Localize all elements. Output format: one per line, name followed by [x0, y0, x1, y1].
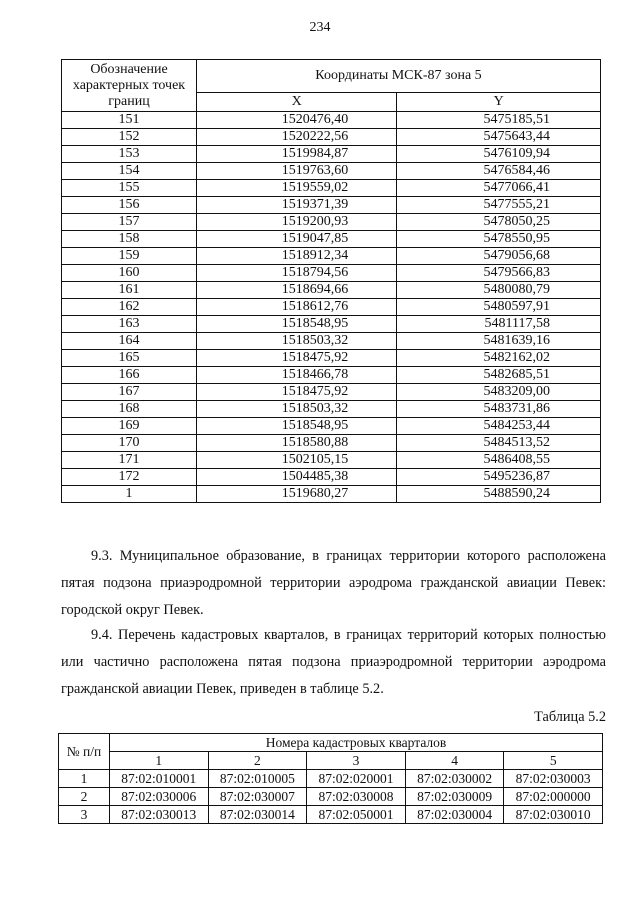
- point-cell: 153: [62, 146, 197, 163]
- paragraph-cadastral-list: 9.4. Перечень кадастровых кварталов, в границах территорий которых полностью или частично расположена пятая подзона приаэродромной территории аэродрома гражданской авиации Певек, приведен в таблице 5.2.: [61, 627, 606, 697]
- y-coordinate-cell: 5483731,86: [397, 401, 601, 418]
- point-cell: 159: [62, 248, 197, 265]
- table-row: [62, 452, 601, 469]
- x-coordinate-cell: 1519371,39: [197, 197, 397, 214]
- header-y: Y: [397, 93, 601, 112]
- y-coordinate-cell: 5477555,21: [397, 197, 601, 214]
- point-cell: 154: [62, 163, 197, 180]
- page-number: 234: [309, 20, 331, 35]
- table-row: [62, 469, 601, 486]
- x-coordinate-cell: 1518475,92: [197, 384, 397, 401]
- header-point-designation: Обозначение характерных точек границ: [62, 60, 197, 112]
- y-coordinate-cell: 5482162,02: [397, 350, 601, 367]
- table-row: [62, 384, 601, 401]
- y-coordinate-cell: 5479566,83: [397, 265, 601, 282]
- paragraph-municipal-entity: 9.3. Муниципальное образование, в границах территории которого расположена пятая подзона приаэродромной территории аэродрома гражданской авиации Певек: городской округ Певек.: [61, 548, 606, 618]
- x-coordinate-cell: 1518694,66: [197, 282, 397, 299]
- cadastral-number-cell: 87:02:030014: [208, 806, 307, 824]
- point-cell: 155: [62, 180, 197, 197]
- y-coordinate-cell: 5479056,68: [397, 248, 601, 265]
- table-row: [62, 282, 601, 299]
- column-number-header: 5: [504, 752, 603, 770]
- table-row: [62, 129, 601, 146]
- y-coordinate-cell: 5475185,51: [397, 112, 601, 129]
- table-row: [62, 401, 601, 418]
- point-cell: 170: [62, 435, 197, 452]
- y-coordinate-cell: 5476584,46: [397, 163, 601, 180]
- x-coordinate-cell: 1519047,85: [197, 231, 397, 248]
- x-coordinate-cell: 1502105,15: [197, 452, 397, 469]
- table-row: [62, 316, 601, 333]
- cadastral-number-cell: 87:02:000000: [504, 788, 603, 806]
- cadastral-number-cell: 87:02:030003: [504, 770, 603, 788]
- y-coordinate-cell: 5481639,16: [397, 333, 601, 350]
- y-coordinate-cell: 5478550,95: [397, 231, 601, 248]
- coordinates-table: [61, 59, 601, 503]
- header-coordinates: Координаты МСК-87 зона 5: [197, 60, 601, 93]
- point-cell: 160: [62, 265, 197, 282]
- column-number-header: 2: [208, 752, 307, 770]
- point-cell: 163: [62, 316, 197, 333]
- point-cell: 161: [62, 282, 197, 299]
- table-row: [62, 112, 601, 129]
- point-cell: 166: [62, 367, 197, 384]
- header-row-number: № п/п: [59, 734, 110, 770]
- y-coordinate-cell: 5488590,24: [397, 486, 601, 503]
- point-cell: 157: [62, 214, 197, 231]
- point-cell: 156: [62, 197, 197, 214]
- x-coordinate-cell: 1518475,92: [197, 350, 397, 367]
- x-coordinate-cell: 1519200,93: [197, 214, 397, 231]
- x-coordinate-cell: 1518503,32: [197, 401, 397, 418]
- x-coordinate-cell: 1518548,95: [197, 316, 397, 333]
- cadastral-number-cell: 87:02:030002: [405, 770, 504, 788]
- point-cell: 162: [62, 299, 197, 316]
- column-numbers-row: [59, 752, 603, 770]
- table-row: [59, 770, 603, 788]
- table-row: [62, 180, 601, 197]
- x-coordinate-cell: 1519559,02: [197, 180, 397, 197]
- table-row: [62, 214, 601, 231]
- y-coordinate-cell: 5475643,44: [397, 129, 601, 146]
- table-row: [62, 333, 601, 350]
- table-row: [62, 299, 601, 316]
- point-cell: 172: [62, 469, 197, 486]
- coordinates-table-body: [62, 112, 601, 503]
- table-row: [62, 197, 601, 214]
- y-coordinate-cell: 5483209,00: [397, 384, 601, 401]
- y-coordinate-cell: 5478050,25: [397, 214, 601, 231]
- x-coordinate-cell: 1518794,56: [197, 265, 397, 282]
- y-coordinate-cell: 5495236,87: [397, 469, 601, 486]
- cadastral-number-cell: 87:02:030007: [208, 788, 307, 806]
- x-coordinate-cell: 1518580,88: [197, 435, 397, 452]
- table-row: [62, 146, 601, 163]
- y-coordinate-cell: 5480597,91: [397, 299, 601, 316]
- point-cell: 168: [62, 401, 197, 418]
- table-row: [62, 418, 601, 435]
- y-coordinate-cell: 5480080,79: [397, 282, 601, 299]
- cadastral-number-cell: 87:02:030004: [405, 806, 504, 824]
- table-row: [62, 486, 601, 503]
- x-coordinate-cell: 1518548,95: [197, 418, 397, 435]
- point-cell: 164: [62, 333, 197, 350]
- x-coordinate-cell: 1518612,76: [197, 299, 397, 316]
- x-coordinate-cell: 1518503,32: [197, 333, 397, 350]
- x-coordinate-cell: 1518912,34: [197, 248, 397, 265]
- point-cell: 167: [62, 384, 197, 401]
- column-number-header: 3: [307, 752, 406, 770]
- cadastral-number-cell: 87:02:030009: [405, 788, 504, 806]
- point-cell: 151: [62, 112, 197, 129]
- table-row: [62, 435, 601, 452]
- cadastral-number-cell: 87:02:050001: [307, 806, 406, 824]
- y-coordinate-cell: 5477066,41: [397, 180, 601, 197]
- x-coordinate-cell: 1520222,56: [197, 129, 397, 146]
- table-caption: Таблица 5.2: [534, 709, 606, 725]
- x-coordinate-cell: 1520476,40: [197, 112, 397, 129]
- table-row: [62, 350, 601, 367]
- table-row: [62, 163, 601, 180]
- cadastral-number-cell: 87:02:030013: [110, 806, 209, 824]
- table-row: [59, 806, 603, 824]
- point-cell: 1: [62, 486, 197, 503]
- x-coordinate-cell: 1518466,78: [197, 367, 397, 384]
- table-row: [62, 248, 601, 265]
- point-cell: 152: [62, 129, 197, 146]
- y-coordinate-cell: 5484513,52: [397, 435, 601, 452]
- cadastral-number-cell: 87:02:010005: [208, 770, 307, 788]
- y-coordinate-cell: 5481117,58: [397, 316, 601, 333]
- column-number-header: 4: [405, 752, 504, 770]
- column-number-header: 1: [110, 752, 209, 770]
- point-cell: 165: [62, 350, 197, 367]
- y-coordinate-cell: 5486408,55: [397, 452, 601, 469]
- x-coordinate-cell: 1519984,87: [197, 146, 397, 163]
- point-cell: 158: [62, 231, 197, 248]
- cadastral-number-cell: 87:02:010001: [110, 770, 209, 788]
- y-coordinate-cell: 5476109,94: [397, 146, 601, 163]
- table-row: [62, 367, 601, 384]
- header-cadastral-numbers: Номера кадастровых кварталов: [110, 734, 603, 752]
- point-cell: 169: [62, 418, 197, 435]
- header-x: X: [197, 93, 397, 112]
- cadastral-number-cell: 87:02:030006: [110, 788, 209, 806]
- x-coordinate-cell: 1504485,38: [197, 469, 397, 486]
- y-coordinate-cell: 5482685,51: [397, 367, 601, 384]
- x-coordinate-cell: 1519763,60: [197, 163, 397, 180]
- cadastral-table-body: [59, 770, 603, 824]
- cadastral-quarters-table: [58, 733, 603, 824]
- x-coordinate-cell: 1519680,27: [197, 486, 397, 503]
- row-number-cell: 2: [59, 788, 110, 806]
- cadastral-number-cell: 87:02:020001: [307, 770, 406, 788]
- table-row: [62, 231, 601, 248]
- point-cell: 171: [62, 452, 197, 469]
- y-coordinate-cell: 5484253,44: [397, 418, 601, 435]
- row-number-cell: 3: [59, 806, 110, 824]
- cadastral-number-cell: 87:02:030010: [504, 806, 603, 824]
- cadastral-number-cell: 87:02:030008: [307, 788, 406, 806]
- table-row: [62, 265, 601, 282]
- table-row: [59, 788, 603, 806]
- row-number-cell: 1: [59, 770, 110, 788]
